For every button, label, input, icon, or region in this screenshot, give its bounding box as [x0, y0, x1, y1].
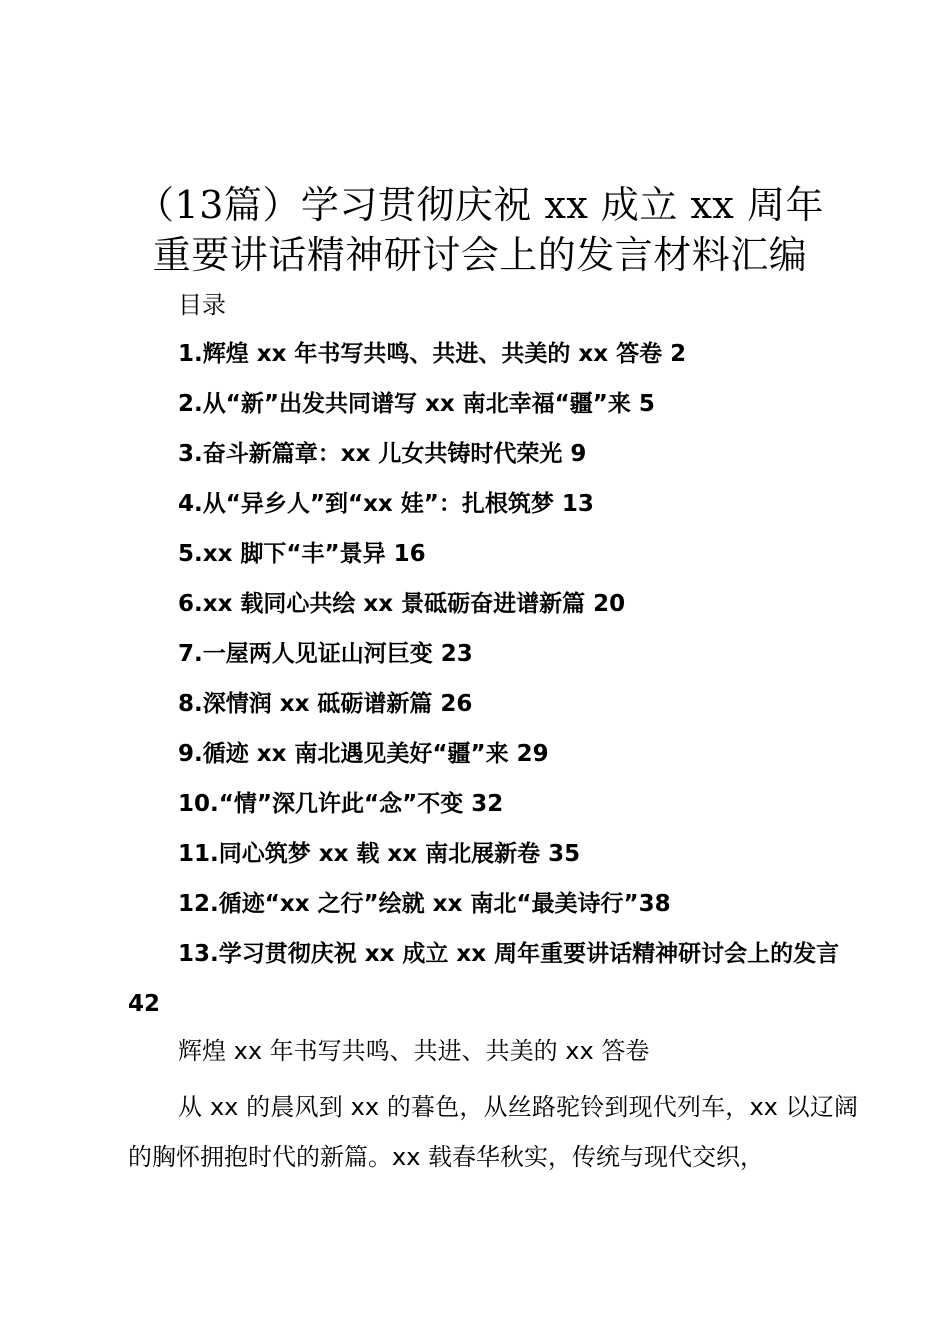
title-line-1: （13篇）学习贯彻庆祝 xx 成立 xx 周年	[136, 183, 824, 227]
toc-item[interactable]: 4.从“异乡人”到“xx 娃”：扎根筑梦 13	[178, 491, 594, 517]
toc-item[interactable]: 1.辉煌 xx 年书写共鸣、共进、共美的 xx 答卷 2	[178, 341, 687, 367]
body-paragraph: 从 xx 的晨风到 xx 的暮色，从丝路驼铃到现代列车，xx 以辽阔的胸怀拥抱时代的新篇。xx 载春华秋实，传统与现代交织，	[128, 1093, 858, 1171]
toc-item[interactable]: 11.同心筑梦 xx 载 xx 南北展新卷 35	[178, 841, 581, 867]
toc-item[interactable]: 7.一屋两人见证山河巨变 23	[178, 641, 473, 667]
toc-item[interactable]: 6.xx 载同心共绘 xx 景砥砺奋进谱新篇 20	[178, 591, 626, 617]
section-heading: 辉煌 xx 年书写共鸣、共进、共美的 xx 答卷	[178, 1037, 650, 1065]
toc-item[interactable]: 9.循迹 xx 南北遇见美好“疆”来 29	[178, 741, 549, 767]
title-line-2: 重要讲话精神研讨会上的发言材料汇编	[152, 233, 808, 277]
toc-item[interactable]: 10.“情”深几许此“念”不变 32	[178, 791, 504, 817]
document-title	[100, 180, 860, 280]
toc-item[interactable]: 8.深情润 xx 砥砺谱新篇 26	[178, 691, 473, 717]
toc-heading: 目录	[178, 291, 226, 319]
toc-item[interactable]: 3.奋斗新篇章：xx 儿女共铸时代荣光 9	[178, 441, 587, 467]
toc-item[interactable]: 12.循迹“xx 之行”绘就 xx 南北“最美诗行”38	[178, 891, 671, 917]
toc-item[interactable]: 13.学习贯彻庆祝 xx 成立 xx 周年重要讲话精神研讨会上的发言 42	[128, 941, 840, 1017]
toc-item[interactable]: 5.xx 脚下“丰”景异 16	[178, 541, 426, 567]
toc-item[interactable]: 2.从“新”出发共同谱写 xx 南北幸福“疆”来 5	[178, 391, 655, 417]
table-of-contents	[128, 337, 848, 1029]
